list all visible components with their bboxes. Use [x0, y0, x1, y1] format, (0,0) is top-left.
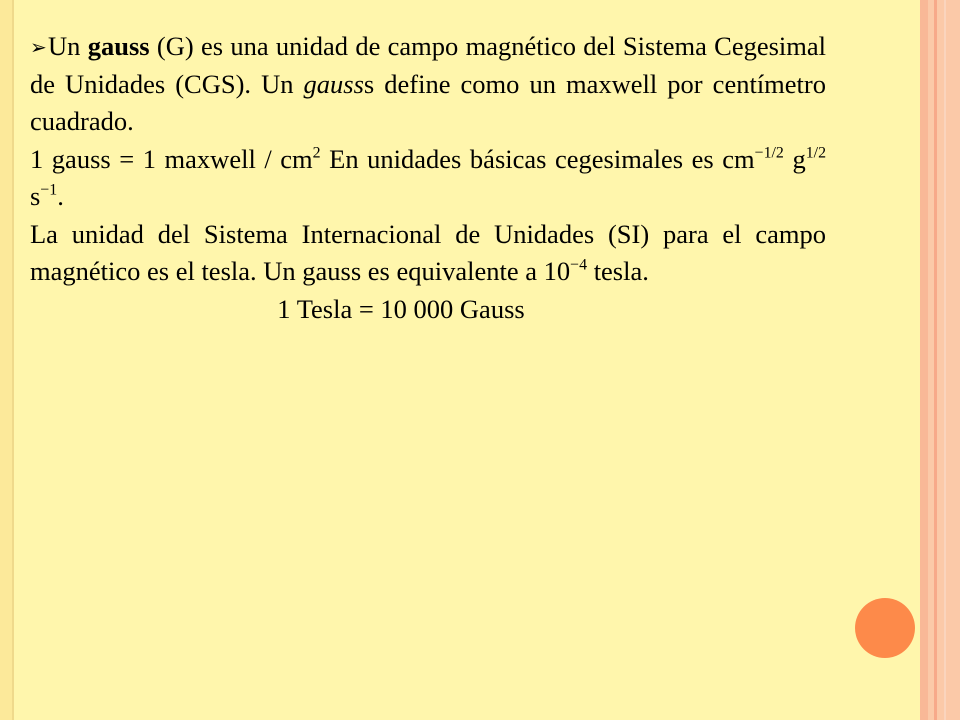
slide-body: [30, 28, 826, 328]
arrow-bullet-icon: ➢: [30, 35, 47, 59]
text-run: .: [57, 181, 64, 211]
bold-term: gauss: [87, 31, 150, 61]
superscript: −1/2: [754, 144, 784, 162]
paragraph-si-unit: [30, 216, 826, 291]
right-decorative-line: [944, 0, 946, 720]
text-run: (G) es una unidad de campo magnético del Sistema Cegesimal de Unidades (CGS). Un: [30, 31, 827, 99]
text-run: Un: [48, 31, 88, 61]
text-run: En unidades básicas cegesimales es cm: [320, 143, 755, 174]
text-run: s: [30, 181, 41, 211]
superscript: 2: [312, 144, 321, 162]
superscript: −1: [40, 181, 58, 199]
paragraph-definition: [30, 28, 826, 141]
conversion-equation: 1 Tesla = 10 000 Gauss: [277, 293, 525, 324]
right-decorative-line: [934, 0, 937, 720]
text-run: s define como un maxwell por centímetro cuadrado.: [30, 68, 826, 136]
decorative-circle: [855, 598, 915, 658]
paragraph-units: [30, 141, 826, 216]
italic-term: gauss: [303, 68, 364, 99]
text-run: tesla.: [587, 256, 649, 286]
text-run: g: [783, 143, 806, 174]
text-run: 1 gauss = 1 maxwell / cm: [30, 143, 313, 174]
right-decorative-line: [920, 0, 928, 720]
left-border-line: [12, 0, 14, 720]
left-border-stripe: [0, 0, 12, 720]
text-run: La unidad del Sistema Internacional de Unidades (SI) para el campo magnético es el tesla. Un gauss es equivalente a 10: [30, 218, 826, 286]
superscript: 1/2: [805, 144, 827, 162]
superscript: −4: [570, 256, 588, 274]
